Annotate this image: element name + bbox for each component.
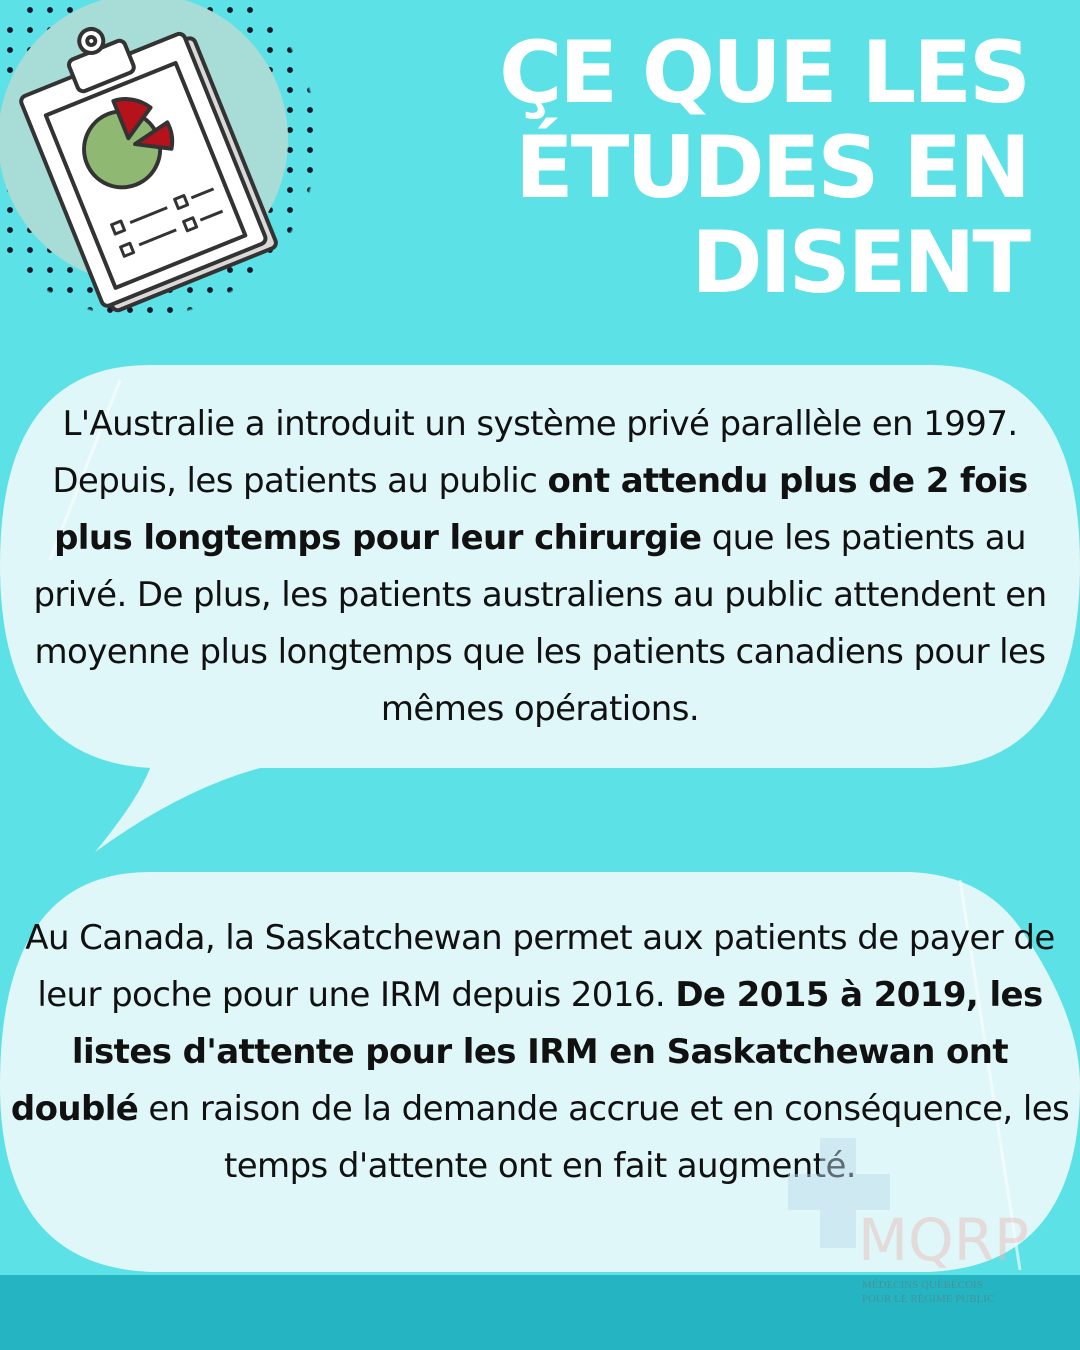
title-line-2: ÉTUDES EN bbox=[515, 118, 1028, 218]
title-line-3: DISENT bbox=[691, 213, 1028, 313]
title-line-1: ÇE QUE LES bbox=[499, 23, 1028, 123]
bubble-1-text: L'Australie a introduit un système privé parallèle en 1997. Depuis, les patients au public ont attendu plus de 2 fois plus longtemps pour leur chirurgie que les patients au privé. De plus, les patients australiens au public attendent en moyenne plus longtemps que les patients canadiens pour les mêmes opérations. bbox=[33, 404, 1047, 729]
bubble-1-highlight: ont attendu plus de 2 fois plus longtemps pour leur chirurgie bbox=[54, 461, 1028, 558]
bubble-2-highlight: De 2015 à 2019, les listes d'attente pour les IRM en Saskatchewan ont doublé bbox=[10, 975, 1043, 1129]
logo-subtitle: MÉDECINS QUÉBÉCOIS POUR LE RÉGIME PUBLIC bbox=[862, 1279, 995, 1305]
logo-mark: MQRP bbox=[858, 1206, 1029, 1274]
mqrp-logo bbox=[786, 1138, 1046, 1318]
bubble-2-text: Au Canada, la Saskatchewan permet aux patients de payer de leur poche pour une IRM depuis 2016. De 2015 à 2019, les listes d'attente pour les IRM en Saskatchewan ont doublé en raison de la demande accrue et en conséquence, les temps d'attente ont en fait augmenté. bbox=[10, 918, 1070, 1186]
